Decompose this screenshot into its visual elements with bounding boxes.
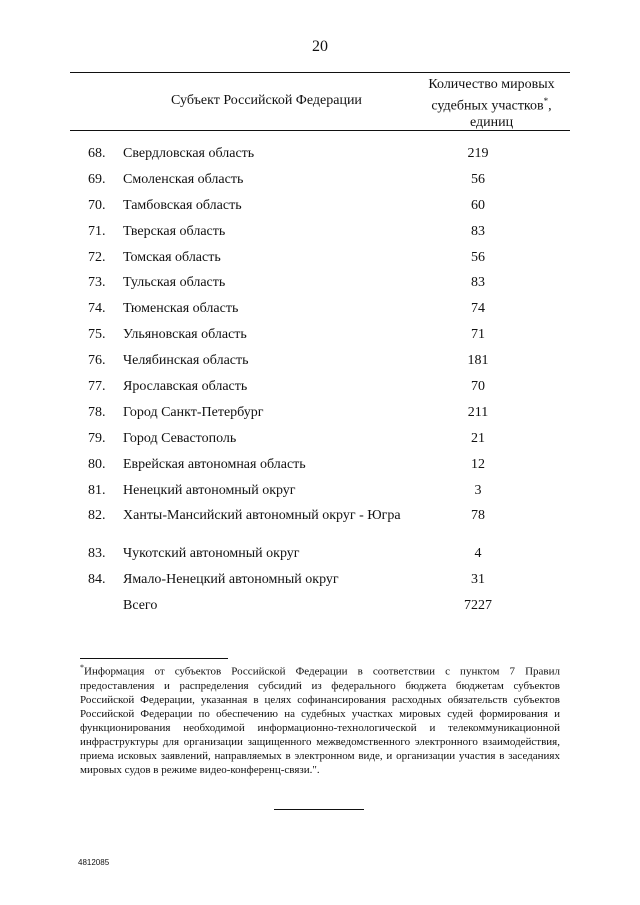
row-subject: Ханты-Мансийский автономный округ - Югра <box>123 508 401 524</box>
row-value: 3 <box>474 482 482 498</box>
table-body <box>70 146 570 624</box>
row-subject: Тульская область <box>123 275 226 291</box>
header-count-line2-suffix: , <box>548 98 552 114</box>
header-count-line1: Количество мировых <box>428 77 555 92</box>
table-row <box>70 198 570 224</box>
row-number: 75. <box>88 327 106 343</box>
end-divider <box>274 809 364 810</box>
table-row <box>70 301 570 327</box>
total-row <box>70 598 570 624</box>
table-row <box>70 508 570 546</box>
table-row <box>70 275 570 301</box>
row-subject: Томская область <box>123 249 221 265</box>
row-value: 21 <box>471 430 485 446</box>
header-count-mark: * <box>543 96 549 106</box>
row-value: 83 <box>471 223 485 239</box>
row-number: 76. <box>88 353 106 369</box>
document-code: 4812085 <box>78 858 110 867</box>
row-subject: Ульяновская область <box>123 327 247 343</box>
row-subject: Смоленская область <box>123 171 244 187</box>
row-subject: Тюменская область <box>123 301 239 317</box>
table-row <box>70 327 570 353</box>
row-value: 12 <box>471 456 485 472</box>
table-row <box>70 379 570 405</box>
table-row <box>70 405 570 431</box>
subjects-table <box>70 72 570 614</box>
row-value: 83 <box>471 275 485 291</box>
header-count-line2 <box>413 93 570 115</box>
row-number: 69. <box>88 171 106 187</box>
row-subject: Еврейская автономная область <box>123 456 306 472</box>
row-number: 79. <box>88 430 106 446</box>
row-number: 68. <box>88 146 106 161</box>
page-number: 20 <box>312 38 328 55</box>
row-number: 82. <box>88 508 106 524</box>
row-number: 71. <box>88 223 106 239</box>
total-label: Всего <box>123 598 158 614</box>
row-subject: Город Санкт-Петербург <box>123 404 264 420</box>
header-count <box>413 77 570 131</box>
row-subject: Город Севастополь <box>123 430 237 446</box>
row-subject: Чукотский автономный округ <box>123 546 300 562</box>
row-number: 80. <box>88 456 106 472</box>
row-value: 4 <box>474 546 482 562</box>
table-row <box>70 250 570 276</box>
row-number: 78. <box>88 404 106 420</box>
row-number: 74. <box>88 301 106 317</box>
row-subject: Тамбовская область <box>123 197 242 213</box>
row-value: 56 <box>471 249 485 265</box>
row-number: 70. <box>88 197 106 213</box>
row-subject: Ненецкий автономный округ <box>123 482 296 498</box>
row-value: 219 <box>467 146 489 161</box>
table-header <box>70 72 570 131</box>
table-row <box>70 146 570 172</box>
header-count-line2-text: судебных участков <box>431 98 544 114</box>
table-row <box>70 172 570 198</box>
row-subject: Тверская область <box>123 223 226 239</box>
table-row <box>70 457 570 483</box>
table-row <box>70 546 570 572</box>
row-value: 70 <box>471 379 485 395</box>
row-number: 83. <box>88 546 106 562</box>
table-row <box>70 431 570 457</box>
footnote-text: Информация от субъектов Российской Федерации в соответствии с пунктом 7 Правил предоставления и распределения субсидий из федерального бюджета бюджетам субъектов Российской Федерации, указанная в целях софинансирования расходных обязательств субъектов Российской Федерации по обеспечению на судебных участках мировых судей формирования и функционирования необходимой информационно-технологической и телекоммуникационной инфраструктуры для организации защищенного межведомственного электронного взаимодействия, приема исковых заявлений, направляемых в электронном виде, и организации участия в заседаниях мировых судов в режиме видео-конференц-связи.". <box>80 665 560 776</box>
row-value: 60 <box>471 197 485 213</box>
row-subject: Ярославская область <box>123 379 248 395</box>
footnote <box>80 661 560 777</box>
row-number: 81. <box>88 482 106 498</box>
row-value: 31 <box>471 572 485 588</box>
header-subject: Субъект Российской Федерации <box>171 93 362 108</box>
table-row <box>70 572 570 598</box>
row-value: 78 <box>471 508 485 524</box>
row-number: 77. <box>88 379 106 395</box>
table-row <box>70 483 570 509</box>
footnote-divider <box>80 658 228 659</box>
row-value: 71 <box>471 327 485 343</box>
row-value: 56 <box>471 171 485 187</box>
row-number: 73. <box>88 275 106 291</box>
row-number: 72. <box>88 249 106 265</box>
header-count-line3: единиц <box>469 114 514 130</box>
table-row <box>70 353 570 379</box>
row-value: 181 <box>467 353 489 369</box>
row-subject: Челябинская область <box>123 353 249 369</box>
row-subject: Свердловская область <box>123 146 255 161</box>
footnote-mark: * <box>80 663 84 672</box>
row-number: 84. <box>88 572 106 588</box>
row-value: 74 <box>471 301 485 317</box>
row-subject: Ямало-Ненецкий автономный округ <box>123 572 339 588</box>
total-value: 7227 <box>464 598 492 614</box>
row-value: 211 <box>467 404 489 420</box>
table-row <box>70 224 570 250</box>
